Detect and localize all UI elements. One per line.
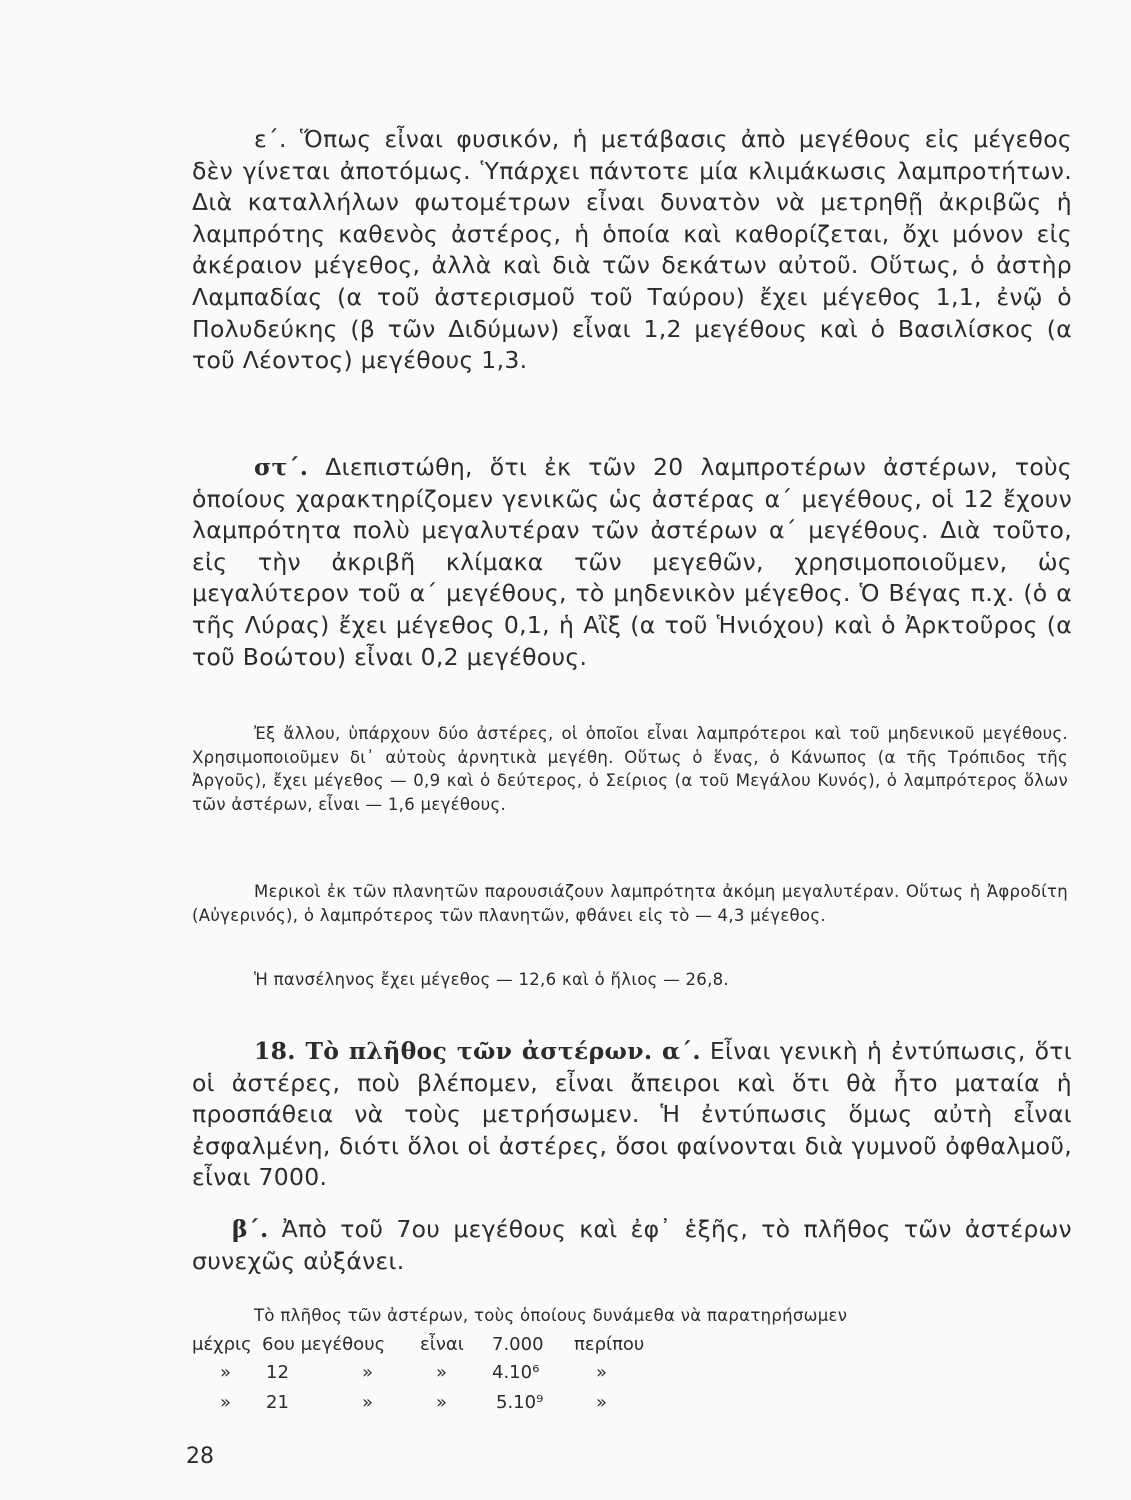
paragraph-beta	[192, 1214, 1072, 1277]
table-cell: 7.000	[492, 1334, 544, 1355]
paragraph-st-text: Διεπιστώθη, ὅτι ἐκ τῶν 20 λαμπροτέρων ἀστέρων, τοὺς ὁποίους χαρακτηρίζομεν γενικῶς ὡς ἀστέρας α΄ μεγέθους, οἱ 12 ἔχουν λαμπρότητα πολὺ μεγαλυτέραν τῶν ἀστέρων α΄ μεγέθους. Διὰ τοῦτο, εἰς τὴν ἀκριβῆ κλίμακα τῶν μεγεθῶν, χρησιμοποιοῦμεν, ὡς μεγαλύτερον τοῦ α΄ μεγέθους, τὸ μηδενικὸν μέγεθος. Ὁ Βέγας π.χ. (ὁ α τῆς Λύρας) ἔχει μέγεθος 0,1, ἡ Αἲξ (α τοῦ Ἡνιόχου) καὶ ὁ Ἀρκτοῦρος (α τοῦ Βοώτου) εἶναι 0,2 μεγέθους.	[192, 453, 1072, 671]
paragraph-st	[192, 452, 1072, 673]
table-cell: εἶναι	[420, 1334, 464, 1355]
table-cell: »	[596, 1392, 608, 1413]
section-label-st: στ΄.	[254, 453, 309, 481]
table-cell: μέχρις	[192, 1334, 252, 1355]
note-negative-magnitudes: Ἐξ ἄλλου, ὑπάρχουν δύο ἀστέρες, οἱ ὁποῖοι εἶναι λαμπρότεροι καὶ τοῦ μηδενικοῦ μεγέθους. Χρησιμοποιοῦμεν δι᾽ αὐτοὺς ἀρνητικὰ μεγέθη. Οὕτως ὁ ἕνας, ὁ Κάνωπος (α τῆς Τρόπιδος τῆς Ἀργοῦς), ἔχει μέγεθος — 0,9 καὶ ὁ δεύτερος, ὁ Σείριος (α τοῦ Μεγάλου Κυνός), ὁ λαμπρότερος ὅλων τῶν ἀστέρων, εἶναι — 1,6 μεγέθους.	[192, 724, 1068, 814]
table-cell: »	[362, 1362, 374, 1383]
section-18	[192, 1036, 1072, 1194]
paragraph-beta-text: Ἀπὸ τοῦ 7ου μεγέθους καὶ ἐφ᾽ ἑξῆς, τὸ πλῆθος τῶν ἀστέρων συνεχῶς αὐξάνει.	[192, 1215, 1072, 1275]
table-cell: 6ου μεγέθους	[262, 1334, 386, 1355]
table-intro: Τὸ πλῆθος τῶν ἀστέρων, τοὺς ὁποίους δυνάμεθα νὰ παρατηρήσωμεν	[254, 1306, 848, 1325]
table-cell: 5.10⁹	[496, 1392, 544, 1413]
table-cell: περίπου	[574, 1334, 645, 1355]
table-cell: »	[220, 1362, 232, 1383]
table-cell: »	[596, 1362, 608, 1383]
section-18-text: Εἶναι γενικὴ ἡ ἐντύπωσις, ὅτι οἱ ἀστέρες, ποὺ βλέπομεν, εἶναι ἄπειροι καὶ ὅτι θὰ ἦτο ματαία ἡ προσπάθεια νὰ τοὺς μετρήσωμεν. Ἡ ἐντύπωσις ὅμως αὐτὴ εἶναι ἐσφαλμένη, διότι ὅλοι οἱ ἀστέρες, ὅσοι φαίνονται διὰ γυμνοῦ ὀφθαλμοῦ, εἶναι 7000.	[192, 1037, 1072, 1192]
paragraph-epsilon: ε΄. Ὅπως εἶναι φυσικόν, ἡ μετάβασις ἀπὸ μεγέθους εἰς μέγεθος δὲν γίνεται ἀποτόμως. Ὑπάρχει πάντοτε μία κλιμάκωσις λαμπροτήτων. Διὰ καταλλήλων φωτομέτρων εἶναι δυνατὸν νὰ μετρηθῇ ἀκριβῶς ἡ λαμπρότης καθενὸς ἀστέρος, ἡ ὁποία καὶ καθορίζεται, ὄχι μόνον εἰς ἀκέραιον μέγεθος, ἀλλὰ καὶ διὰ τῶν δεκάτων αὐτοῦ. Οὕτως, ὁ ἀστὴρ Λαμπαδίας (α τοῦ ἀστερισμοῦ τοῦ Ταύρου) ἔχει μέγεθος 1,1, ἐνῷ ὁ Πολυδεύκης (β τῶν Διδύμων) εἶναι 1,2 μεγέθους καὶ ὁ Βασιλίσκος (α τοῦ Λέοντος) μεγέθους 1,3.	[192, 125, 1072, 375]
table-cell: 4.10⁶	[492, 1362, 540, 1383]
section-label-beta: β΄.	[232, 1215, 269, 1243]
note-moon-sun: Ἡ πανσέληνος ἔχει μέγεθος — 12,6 καὶ ὁ ἥλιος — 26,8.	[254, 970, 729, 989]
table-cell: »	[220, 1392, 232, 1413]
star-count-table	[192, 1334, 1068, 1424]
table-cell: 12	[266, 1362, 289, 1383]
table-cell: »	[436, 1392, 448, 1413]
section-18-heading: 18. Τὸ πλῆθος τῶν ἀστέρων. α΄.	[254, 1037, 701, 1065]
table-cell: »	[436, 1362, 448, 1383]
table-cell: »	[362, 1392, 374, 1413]
note-planets: Μερικοὶ ἐκ τῶν πλανητῶν παρουσιάζουν λαμπρότητα ἀκόμη μεγαλυτέραν. Οὕτως ἡ Ἀφροδίτη (Αὐγερινός), ὁ λαμπρότερος τῶν πλανητῶν, φθάνει εἰς τὸ — 4,3 μέγεθος.	[192, 882, 1068, 925]
table-cell: 21	[266, 1392, 289, 1413]
page-number: 28	[186, 1444, 214, 1469]
